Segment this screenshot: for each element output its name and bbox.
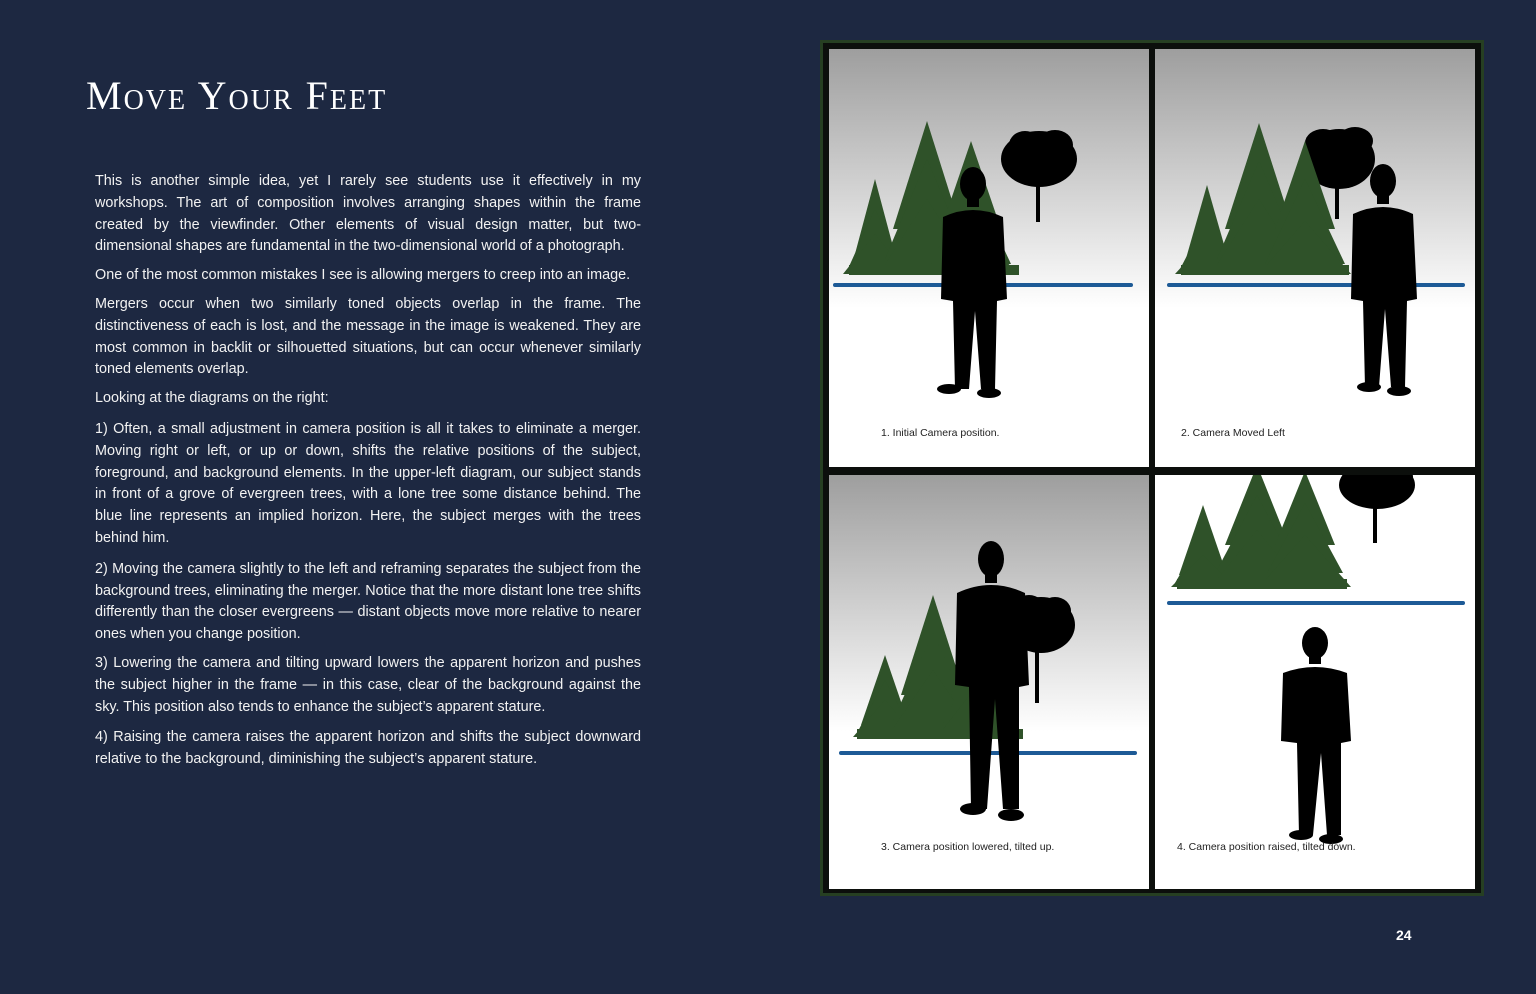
diagram-caption-2: 2. Camera Moved Left [1181,427,1285,439]
diagram-panel-4 [1155,475,1475,889]
diagram-caption-4: 4. Camera position raised, tilted down. [1177,841,1356,853]
body-text [95,171,641,778]
diagram-1-illustration [829,49,1149,467]
paragraph-diagrams-lead: Looking at the diagrams on the right: [95,390,329,407]
diagram-2-illustration [1155,49,1475,467]
diagram-panel-3 [829,475,1149,889]
diagram-frame [820,40,1484,896]
page-title: Move Your Feet [86,73,388,118]
diagram-3-illustration [829,475,1149,889]
paragraph-mergers-mistake: One of the most common mistakes I see is allowing mergers to creep into an image. [95,267,631,284]
page-number: 24 [1396,927,1412,943]
paragraph-step-1: 1) Often, a small adjustment in camera position is all it takes to eliminate a merger. Moving right or left, or up or down, shifts the relative positions of the subject, foreground, and background elements. In the upper-left diagram, our subject stands in front of a grove of evergreen trees, with a lone tree some distance behind. The blue line represents an implied horizon. Here, the subject merges with the trees behind him. [95,420,641,546]
diagram-panel-1 [829,49,1149,467]
paragraph-step-4: 4) Raising the camera raises the apparent horizon and shifts the subject downward relative to the background, diminishing the subject’s apparent stature. [95,729,641,768]
paragraph-step-3: 3) Lowering the camera and tilting upward lowers the apparent horizon and pushes the subject higher in the frame — in this case, clear of the background against the sky. This position also tends to enhance the subject’s apparent stature. [95,654,641,715]
diagram-4-illustration [1155,475,1475,889]
diagram-caption-3: 3. Camera position lowered, tilted up. [881,841,1055,853]
paragraph-intro: This is another simple idea, yet I rarely see students use it effectively in my workshops. The art of composition involves arranging shapes within the frame created by the viewfinder. Other elements of visual design matter, but two-dimensional shapes are fundamental in the two-dimensional world of a photograph. [95,173,641,255]
diagram-panel-2 [1155,49,1475,467]
paragraph-step-2: 2) Moving the camera slightly to the left and reframing separates the subject from the background trees, eliminating the merger. Notice that the more distant lone tree shifts differently than the closer evergreens — distant objects move more relative to nearer ones when you change position. [95,560,641,643]
paragraph-mergers-definition: Mergers occur when two similarly toned objects overlap in the frame. The distinctiveness of each is lost, and the message in the image is weakened. They are most common in backlit or silhouetted situations, but can occur whenever similarly toned elements overlap. [95,295,641,378]
diagram-caption-1: 1. Initial Camera position. [881,427,1000,439]
